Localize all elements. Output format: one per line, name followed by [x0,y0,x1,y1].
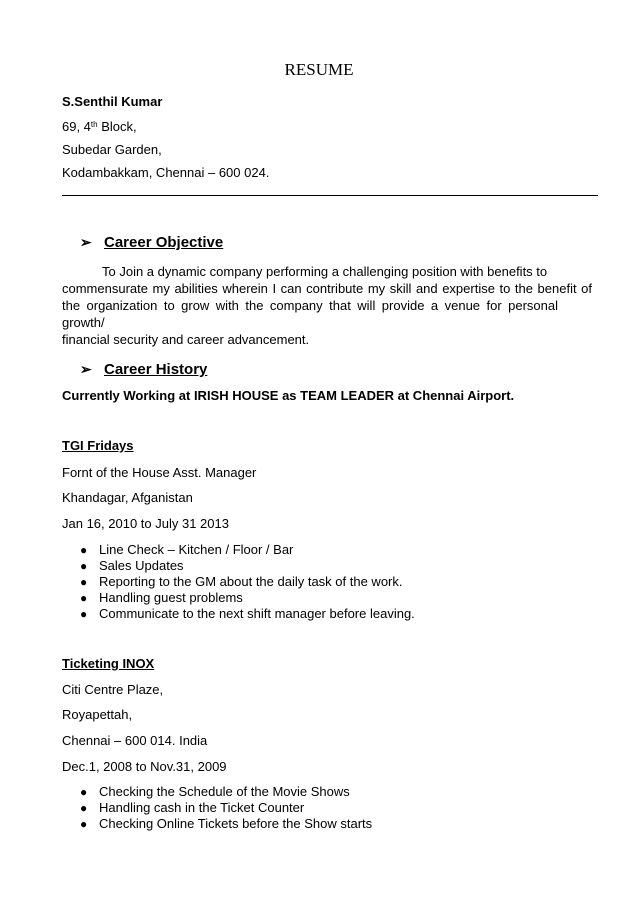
job-detail: Jan 16, 2010 to July 31 2013 [62,516,229,531]
objective-line: commensurate my abilities wherein I can contribute my skill and expertise to the benefit of [62,281,592,296]
job-detail: Dec.1, 2008 to Nov.31, 2009 [62,759,227,774]
document-title: RESUME [284,60,354,79]
arrow-bullet-icon: ➢ [80,234,92,250]
list-item [80,606,415,622]
header-divider [62,195,598,196]
round-bullet-icon: ● [80,543,88,557]
job-duties-list [80,542,415,622]
round-bullet-icon: ● [80,575,88,589]
address-line-1-number: 69, 4 [62,119,91,134]
list-item [80,558,415,574]
job-detail: Royapettah, [62,707,133,722]
round-bullet-icon: ● [80,607,88,621]
list-item [80,590,415,606]
list-item [80,784,372,800]
address-line-1-rest: Block, [97,119,137,134]
list-item-text: Handling guest problems [99,590,243,605]
job-detail: Chennai – 600 014. India [62,733,208,748]
career-objective-paragraph [62,263,592,348]
list-item-text: Line Check – Kitchen / Floor / Bar [99,542,294,557]
address-line-1 [62,119,137,135]
employer-name: TGI Fridays [62,438,134,453]
career-history-heading-text: Career History [104,361,208,378]
objective-line: To Join a dynamic company performing a challenging position with benefits to [102,264,548,279]
list-item-text: Communicate to the next shift manager before leaving. [99,606,415,621]
list-item-text: Checking the Schedule of the Movie Shows [99,784,350,799]
address-line-3: Kodambakkam, Chennai – 600 024. [62,165,270,180]
list-item-text: Sales Updates [99,558,184,573]
objective-line: the organization to grow with the company that will provide a venue for personal growth/ [62,298,558,330]
round-bullet-icon: ● [80,817,88,831]
job-detail: Khandagar, Afganistan [62,490,193,505]
list-item-text: Checking Online Tickets before the Show starts [99,816,373,831]
career-objective-heading [80,234,223,251]
address-line-2: Subedar Garden, [62,142,162,157]
round-bullet-icon: ● [80,591,88,605]
career-history-heading [80,361,207,378]
employer-name: Ticketing INOX [62,656,155,671]
candidate-name: S.Senthil Kumar [62,94,163,109]
address-line-1-superscript: th [90,120,98,129]
round-bullet-icon: ● [80,801,88,815]
current-position: Currently Working at IRISH HOUSE as TEAM LEADER at Chennai Airport. [62,388,515,403]
round-bullet-icon: ● [80,559,88,573]
career-objective-heading-text: Career Objective [104,234,224,251]
arrow-bullet-icon: ➢ [80,361,92,377]
objective-line: financial security and career advancement. [62,332,310,347]
job-detail: Citi Centre Plaze, [62,682,164,697]
list-item-text: Handling cash in the Ticket Counter [99,800,305,815]
round-bullet-icon: ● [80,785,88,799]
list-item [80,574,415,590]
list-item [80,800,372,816]
list-item [80,816,372,832]
job-duties-list [80,784,372,832]
list-item [80,542,415,558]
list-item-text: Reporting to the GM about the daily task of the work. [99,574,403,589]
job-detail: Fornt of the House Asst. Manager [62,465,257,480]
